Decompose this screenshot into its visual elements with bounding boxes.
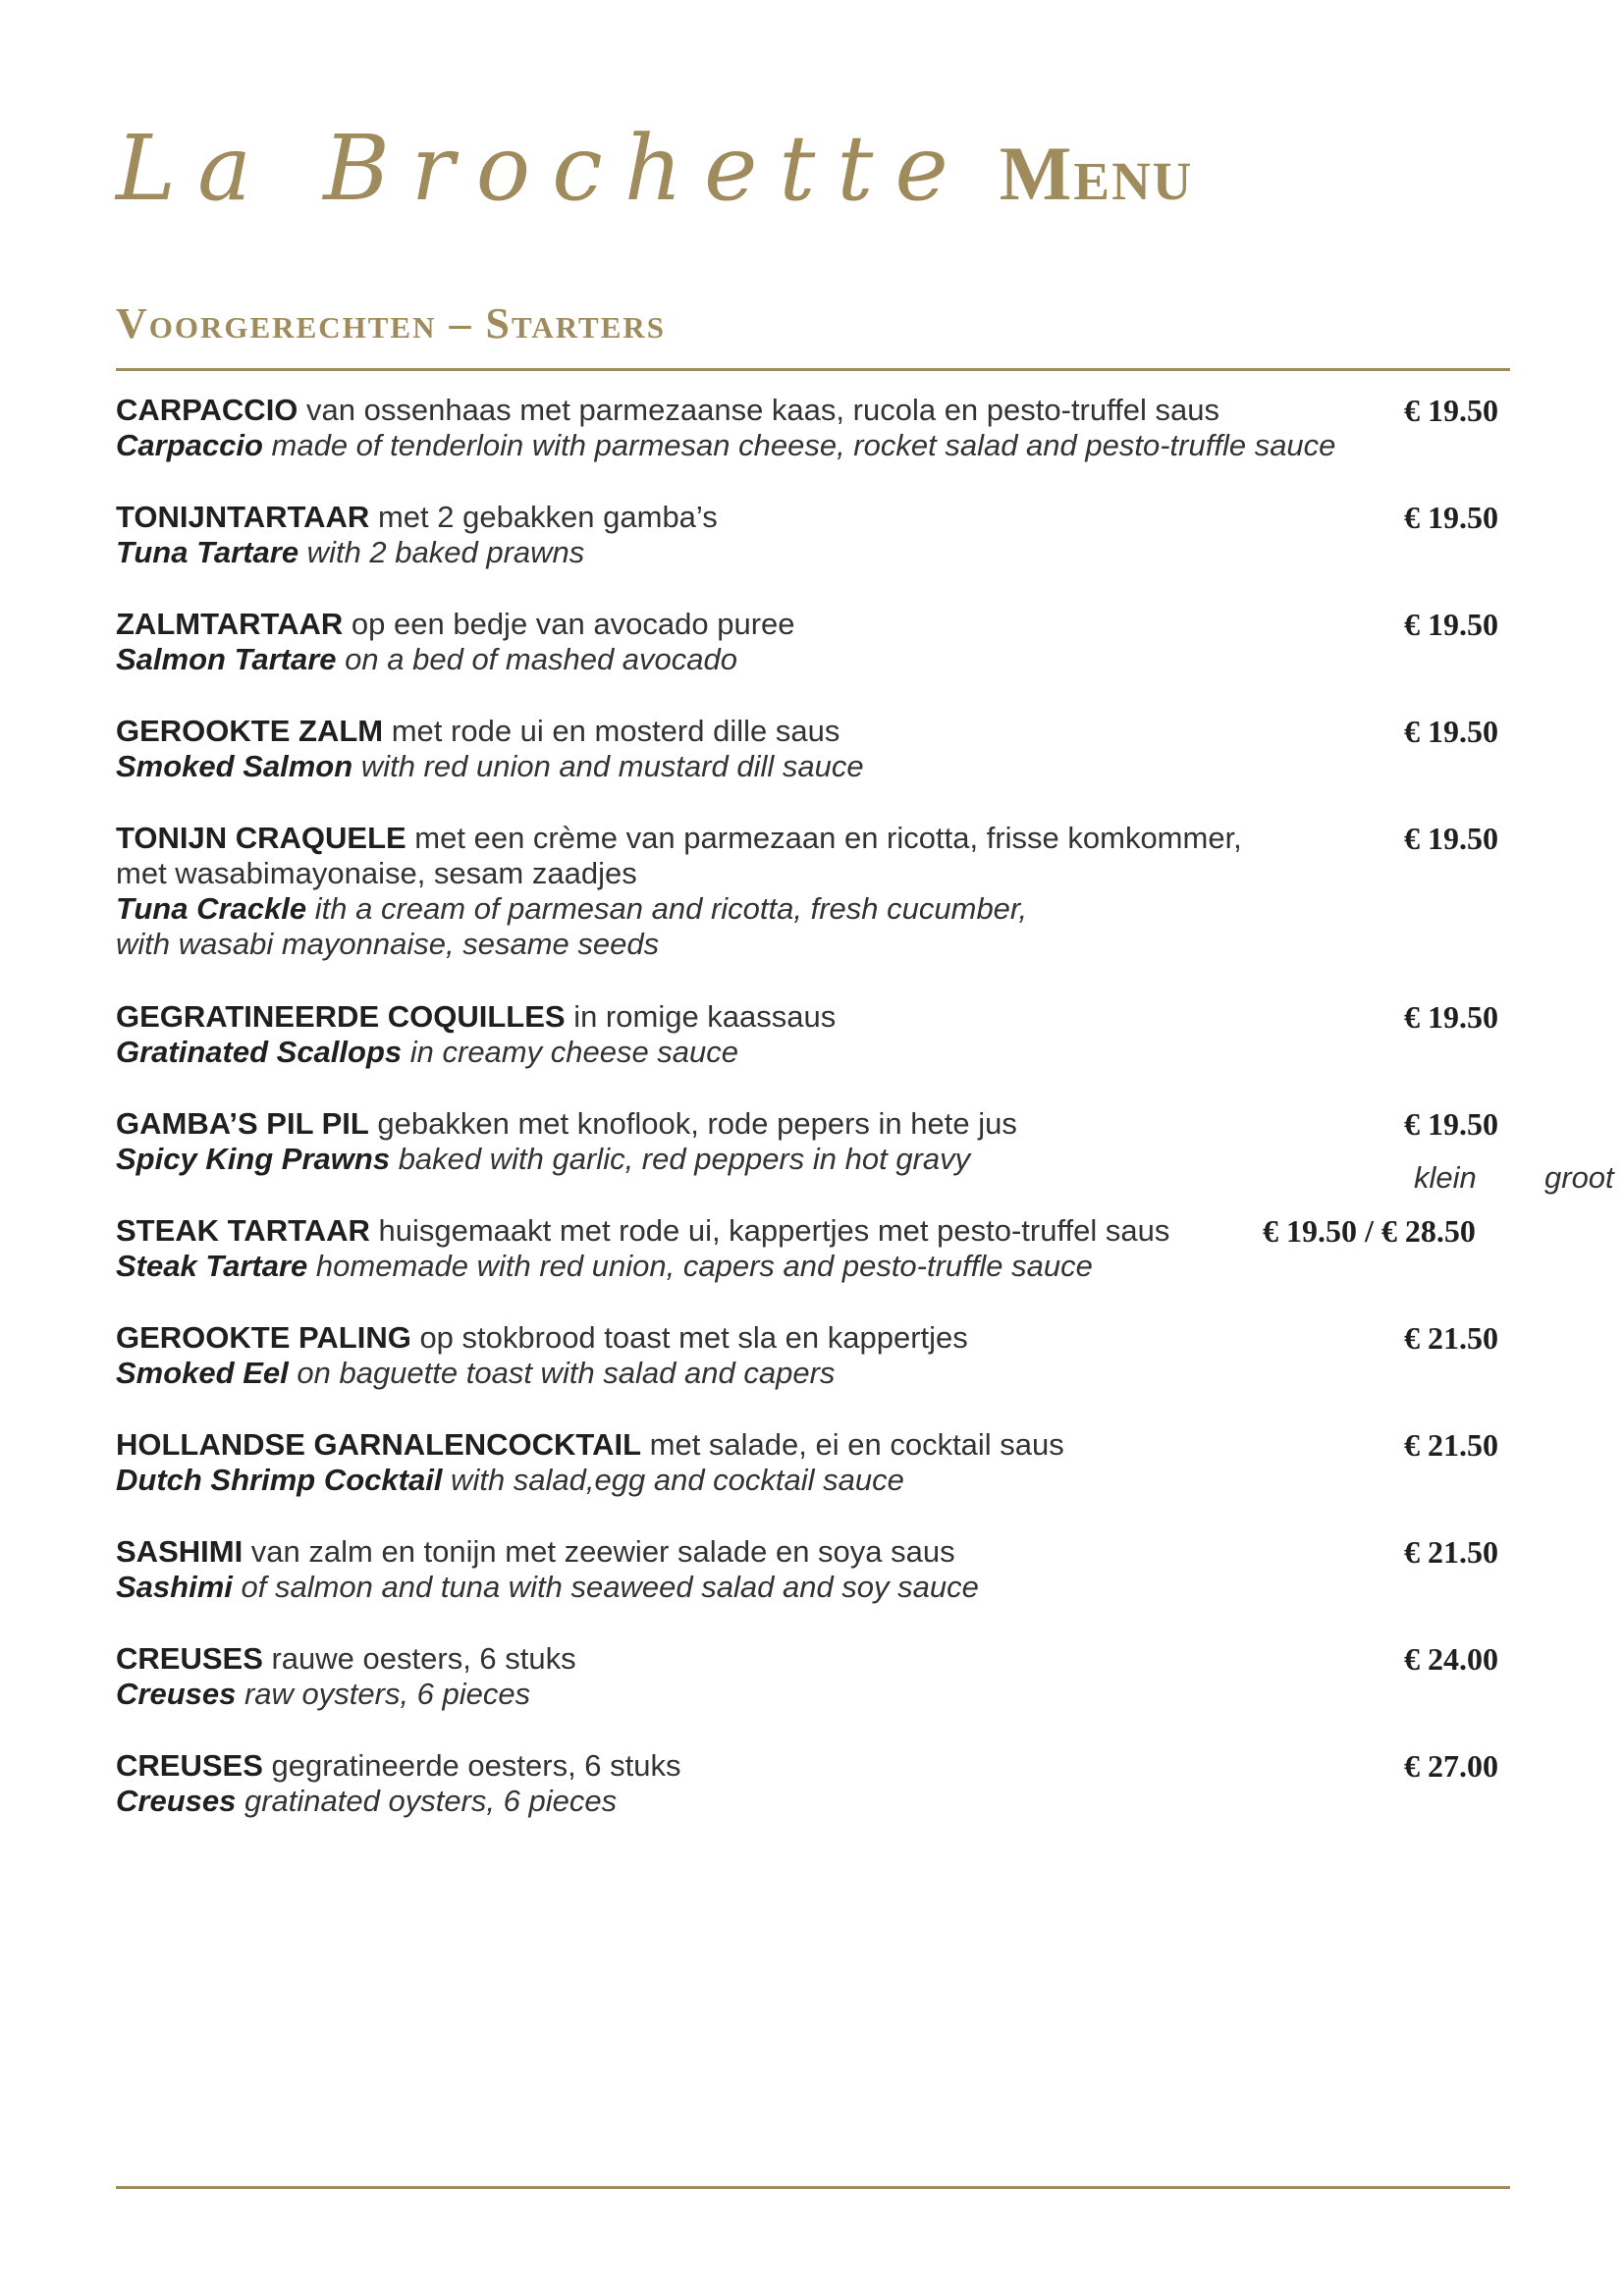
item-english-line (116, 1035, 1520, 1070)
item-price: € 21.50 (1404, 1534, 1498, 1570)
item-dutch-line (116, 393, 1520, 428)
item-name-en: Spicy King Prawns (116, 1142, 391, 1176)
menu-item (116, 821, 1520, 962)
item-dutch-line (116, 1641, 1520, 1677)
item-english-line (116, 1142, 1520, 1177)
item-name-en: Smoked Eel (116, 1356, 289, 1390)
item-price: € 19.50 (1404, 393, 1498, 428)
item-name-en: Tuna Tartare (116, 535, 299, 569)
item-price: € 19.50 (1404, 500, 1498, 535)
item-price: € 27.00 (1404, 1748, 1498, 1784)
item-desc-en: with red union and mustard dill sauce (352, 749, 864, 783)
item-name-nl: TONIJNTARTAAR (116, 500, 370, 534)
item-price: € 19.50 / € 28.50 (1263, 1213, 1476, 1249)
item-name-en: Tuna Crackle (116, 891, 307, 926)
item-dutch-line (116, 821, 1520, 856)
menu-item (116, 1748, 1520, 1819)
item-desc-nl: met salade, ei en cocktail saus (641, 1427, 1064, 1462)
item-dutch-line (116, 999, 1520, 1035)
item-dutch-line (116, 1320, 1520, 1356)
item-dutch-line (116, 1748, 1520, 1784)
item-name-nl: SASHIMI (116, 1534, 244, 1569)
item-desc-nl: met een crème van parmezaan en ricotta, frisse komkommer, (406, 821, 1242, 855)
item-price: € 19.50 (1404, 821, 1498, 856)
item-dutch-line (116, 500, 1520, 535)
item-name-nl: STEAK TARTAAR (116, 1213, 370, 1248)
item-english-line (116, 749, 1520, 784)
item-english-line (116, 1784, 1520, 1819)
item-english-line (116, 1249, 1520, 1284)
menu-item (116, 607, 1520, 677)
item-name-nl: TONIJN CRAQUELE (116, 821, 406, 855)
item-desc-en: on baguette toast with salad and capers (288, 1356, 836, 1390)
item-desc-nl: met rode ui en mosterd dille saus (383, 714, 840, 748)
item-price: € 24.00 (1404, 1641, 1498, 1677)
item-price: € 19.50 (1404, 999, 1498, 1035)
menu-item (116, 1534, 1520, 1605)
item-name-en: Sashimi (116, 1570, 233, 1604)
item-desc-en: homemade with red union, capers and pesto-truffle sauce (307, 1249, 1093, 1283)
menu-item (116, 1427, 1520, 1498)
item-price: € 19.50 (1404, 1106, 1498, 1142)
item-name-nl: GAMBA’S PIL PIL (116, 1106, 369, 1141)
item-desc-nl: gebakken met knoflook, rode pepers in hete jus (368, 1106, 1017, 1141)
menu-item (116, 1641, 1520, 1712)
item-name-nl: HOLLANDSE GARNALENCOCKTAIL (116, 1427, 642, 1462)
item-english-line (116, 891, 1520, 927)
item-desc-nl: huisgemaakt met rode ui, kappertjes met pesto-truffel saus (369, 1213, 1170, 1248)
item-english-line (116, 1677, 1520, 1712)
item-desc-en: of salmon and tuna with seaweed salad and soy sauce (232, 1570, 979, 1604)
section-divider (116, 368, 1510, 371)
item-english-line (116, 428, 1520, 463)
menu-item (116, 500, 1520, 570)
item-desc-nl: met 2 gebakken gamba’s (369, 500, 718, 534)
item-desc-en: with 2 baked prawns (298, 535, 585, 569)
size-small-label: klein (1414, 1160, 1477, 1195)
item-english-line (116, 642, 1520, 677)
item-desc-nl: in romige kaassaus (565, 999, 837, 1034)
item-desc-en: on a bed of mashed avocado (336, 642, 738, 676)
item-name-nl: CREUSES (116, 1641, 263, 1676)
item-english-line-2 (116, 927, 1520, 962)
item-price: € 19.50 (1404, 714, 1498, 749)
item-dutch-line (116, 607, 1520, 642)
item-english-line (116, 1356, 1520, 1391)
item-name-en: Creuses (116, 1677, 237, 1711)
item-desc-nl: op stokbrood toast met sla en kappertjes (410, 1320, 968, 1355)
item-dutch-line-2 (116, 856, 1520, 891)
item-dutch-line (116, 1106, 1520, 1142)
item-name-nl: GEGRATINEERDE COQUILLES (116, 999, 566, 1034)
item-price: € 19.50 (1404, 607, 1498, 642)
item-english-line (116, 535, 1520, 570)
menu-item (116, 1320, 1520, 1391)
item-dutch-line (116, 714, 1520, 749)
menu-title (116, 116, 1194, 234)
item-desc-nl: rauwe oesters, 6 stuks (262, 1641, 576, 1676)
item-name-nl: GEROOKTE PALING (116, 1320, 411, 1355)
item-desc-en-cont: with wasabi mayonnaise, sesame seeds (116, 927, 660, 961)
item-desc-en: raw oysters, 6 pieces (236, 1677, 531, 1711)
item-dutch-line (116, 1534, 1520, 1570)
item-desc-nl: van zalm en tonijn met zeewier salade en soya saus (243, 1534, 955, 1569)
item-english-line (116, 1570, 1520, 1605)
item-desc-nl: gegratineerde oesters, 6 stuks (262, 1748, 681, 1783)
item-dutch-line (116, 1427, 1520, 1463)
item-desc-en: gratinated oysters, 6 pieces (236, 1784, 618, 1818)
item-name-en: Gratinated Scallops (116, 1035, 403, 1069)
item-name-nl: GEROOKTE ZALM (116, 714, 384, 748)
size-large-label: groot (1544, 1160, 1614, 1195)
item-desc-en: with salad,egg and cocktail sauce (442, 1463, 904, 1497)
item-desc-nl-cont: met wasabimayonaise, sesam zaadjes (116, 856, 637, 890)
menu-item (116, 1160, 1614, 1284)
menu-item (116, 714, 1520, 784)
item-name-en: Steak Tartare (116, 1249, 308, 1283)
item-desc-en: baked with garlic, red peppers in hot gravy (390, 1142, 971, 1176)
item-name-en: Dutch Shrimp Cocktail (116, 1463, 443, 1497)
item-desc-nl: van ossenhaas met parmezaanse kaas, rucola en pesto-truffel saus (298, 393, 1220, 427)
item-name-en: Smoked Salmon (116, 749, 353, 783)
item-name-nl: ZALMTARTAAR (116, 607, 344, 641)
section-title: Voorgerechten – Starters (116, 299, 666, 347)
menu-item (116, 1106, 1520, 1177)
footer-divider (116, 2186, 1510, 2189)
item-price: € 21.50 (1404, 1320, 1498, 1356)
item-desc-en: in creamy cheese sauce (402, 1035, 739, 1069)
item-desc-en: made of tenderloin with parmesan cheese, rocket salad and pesto-truffle sauce (262, 428, 1336, 462)
item-name-en: Creuses (116, 1784, 237, 1818)
item-english-line (116, 1463, 1520, 1498)
item-name-en: Carpaccio (116, 428, 263, 462)
restaurant-name: La Brochette (116, 116, 970, 221)
item-name-en: Salmon Tartare (116, 642, 337, 676)
item-desc-nl: op een bedje van avocado puree (343, 607, 795, 641)
menu-word: Menu (999, 131, 1194, 216)
menu-item (116, 393, 1520, 463)
item-name-nl: CARPACCIO (116, 393, 298, 427)
menu-item (116, 999, 1520, 1070)
item-desc-en: ith a cream of parmesan and ricotta, fresh cucumber, (306, 891, 1028, 926)
item-name-nl: CREUSES (116, 1748, 263, 1783)
item-price: € 21.50 (1404, 1427, 1498, 1463)
